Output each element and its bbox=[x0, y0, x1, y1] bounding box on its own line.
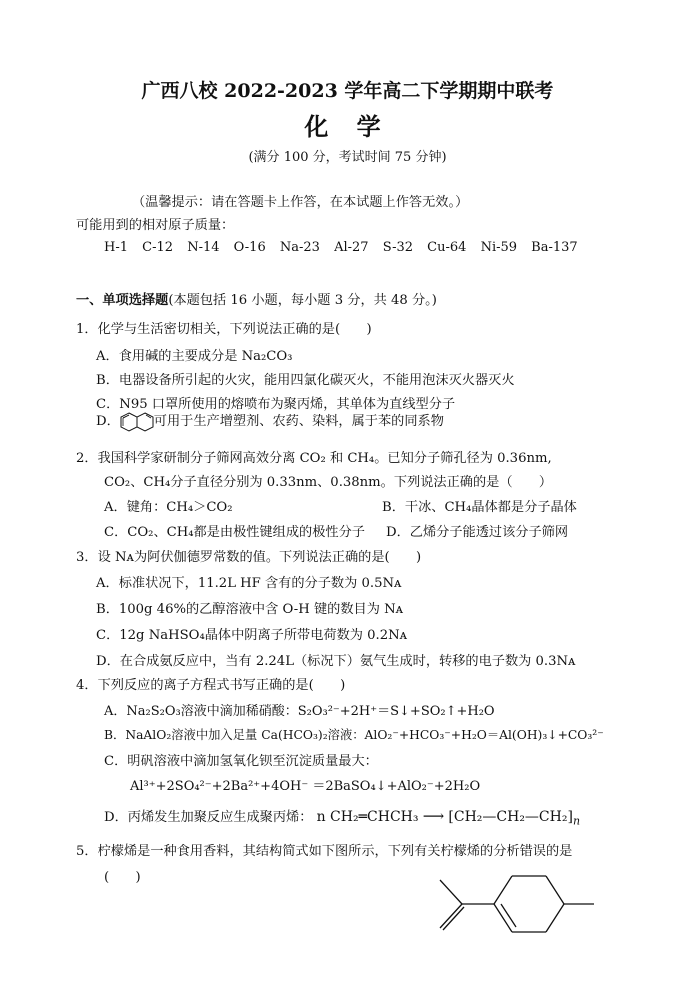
atomic-mass: S-32 bbox=[382, 240, 414, 255]
q1-option-a: A．食用碱的主要成分是 Na₂CO₃ bbox=[96, 349, 293, 364]
q2-option-d: D．乙烯分子能透过该分子筛网 bbox=[386, 525, 569, 540]
subject-title: 化 学 bbox=[304, 112, 391, 141]
score-time-note: (满分 100 分，考试时间 75 分钟) bbox=[248, 150, 447, 165]
atomic-mass: C-12 bbox=[142, 240, 174, 255]
exam-title: 广西八校 2022-2023 学年高二下学期期中联考 bbox=[141, 80, 554, 102]
q1-stem: 1．化学与生活密切相关，下列说法正确的是( ) bbox=[76, 322, 372, 337]
section-title: 一、单项选择题 bbox=[76, 293, 169, 308]
q1-option-d-prefix: D． bbox=[96, 414, 120, 429]
q2-option-c: C．CO₂、CH₄都是由极性键组成的极性分子 bbox=[104, 525, 365, 540]
q2-stem-line2: CO₂、CH₄分子直径分别为 0.33nm、0.38nm。下列说法正确的是（ ） bbox=[104, 475, 553, 490]
q2-option-a: A．键角：CH₄＞CO₂ bbox=[104, 500, 233, 515]
q3-option-c: C．12g NaHSO₄晶体中阴离子所带电荷数为 0.2Nᴀ bbox=[96, 628, 408, 643]
atomic-masses-label: 可能用到的相对原子质量： bbox=[76, 218, 235, 233]
q2-stem-line1: 2．我国科学家研制分子筛网高效分离 CO₂ 和 CH₄。已知分子筛孔径为 0.36nm, bbox=[76, 451, 552, 466]
q5-stem: 5．柠檬烯是一种食用香料，其结构简式如下图所示，下列有关柠檬烯的分析错误的是 bbox=[76, 844, 573, 859]
q4-option-d-reactant: n CH₂═CHCH₃ bbox=[316, 809, 419, 825]
answer-tips: （温馨提示：请在答题卡上作答，在本试题上作答无效。） bbox=[132, 195, 469, 210]
atomic-mass: N-14 bbox=[187, 240, 220, 255]
q1-option-c: C．N95 口罩所使用的熔喷布为聚丙烯，其单体为直线型分子 bbox=[96, 397, 456, 412]
q1-option-d bbox=[96, 410, 444, 432]
q4-option-c-line1: C．明矾溶液中滴加氢氧化钡至沉淀质量最大： bbox=[104, 754, 378, 769]
atomic-mass: Ni-59 bbox=[480, 240, 518, 255]
q3-option-b: B．100g 46%的乙醇溶液中含 O-H 键的数目为 Nᴀ bbox=[96, 602, 404, 617]
atomic-mass: Cu-64 bbox=[427, 240, 467, 255]
q3-option-a: A．标准状况下，11.2L HF 含有的分子数为 0.5Nᴀ bbox=[96, 576, 402, 591]
q4-option-c-line2: Al³⁺+2SO₄²⁻+2Ba²⁺+4OH⁻ ＝2BaSO₄↓+AlO₂⁻+2H₂O bbox=[130, 779, 481, 794]
atomic-mass: Al-27 bbox=[334, 240, 369, 255]
atomic-mass: Na-23 bbox=[279, 240, 320, 255]
q2-option-b: B．干冰、CH₄晶体都是分子晶体 bbox=[382, 500, 577, 515]
q4-option-d bbox=[104, 806, 580, 828]
atomic-masses-list bbox=[104, 240, 588, 255]
section-heading bbox=[76, 289, 437, 308]
q1-option-b: B．电器设备所引起的火灾，能用四氯化碳灭火，不能用泡沫灭火器灭火 bbox=[96, 373, 515, 388]
q1-option-d-text: 可用于生产增塑剂、农药、染料，属于苯的同系物 bbox=[153, 414, 444, 429]
reaction-arrow-icon: ⟶ bbox=[422, 807, 445, 825]
atomic-mass: H-1 bbox=[104, 240, 129, 255]
q4-option-a: A．Na₂S₂O₃溶液中滴加稀硝酸：S₂O₃²⁻+2H⁺＝S↓+SO₂↑+H₂O bbox=[104, 704, 495, 719]
atomic-mass: Ba-137 bbox=[531, 240, 578, 255]
q4-option-d-prefix: D．丙烯发生加聚反应生成聚丙烯： bbox=[104, 810, 313, 825]
q5-answer-paren: ( ) bbox=[104, 870, 141, 885]
q4-option-d-product: [CH₂—CH₂—CH₂] bbox=[448, 809, 573, 825]
limonene-structure-icon bbox=[430, 872, 600, 942]
section-note: (本题包括 16 小题，每小题 3 分，共 48 分。) bbox=[168, 293, 437, 308]
naphthalene-structure-icon bbox=[120, 412, 154, 432]
q3-stem: 3．设 Nᴀ为阿伏伽德罗常数的值。下列说法正确的是( ) bbox=[76, 550, 422, 565]
q4-stem: 4．下列反应的离子方程式书写正确的是( ) bbox=[76, 678, 346, 693]
q4-option-b: B．NaAlO₂溶液中加入足量 Ca(HCO₃)₂溶液：AlO₂⁻+HCO₃⁻+H₂O＝Al(OH)₃↓+CO₃²⁻ bbox=[104, 728, 604, 742]
q3-option-d: D．在合成氨反应中，当有 2.24L（标况下）氨气生成时，转移的电子数为 0.3Nᴀ bbox=[96, 654, 576, 669]
atomic-mass: O-16 bbox=[233, 240, 266, 255]
q4-option-d-subscript: n bbox=[572, 814, 581, 828]
